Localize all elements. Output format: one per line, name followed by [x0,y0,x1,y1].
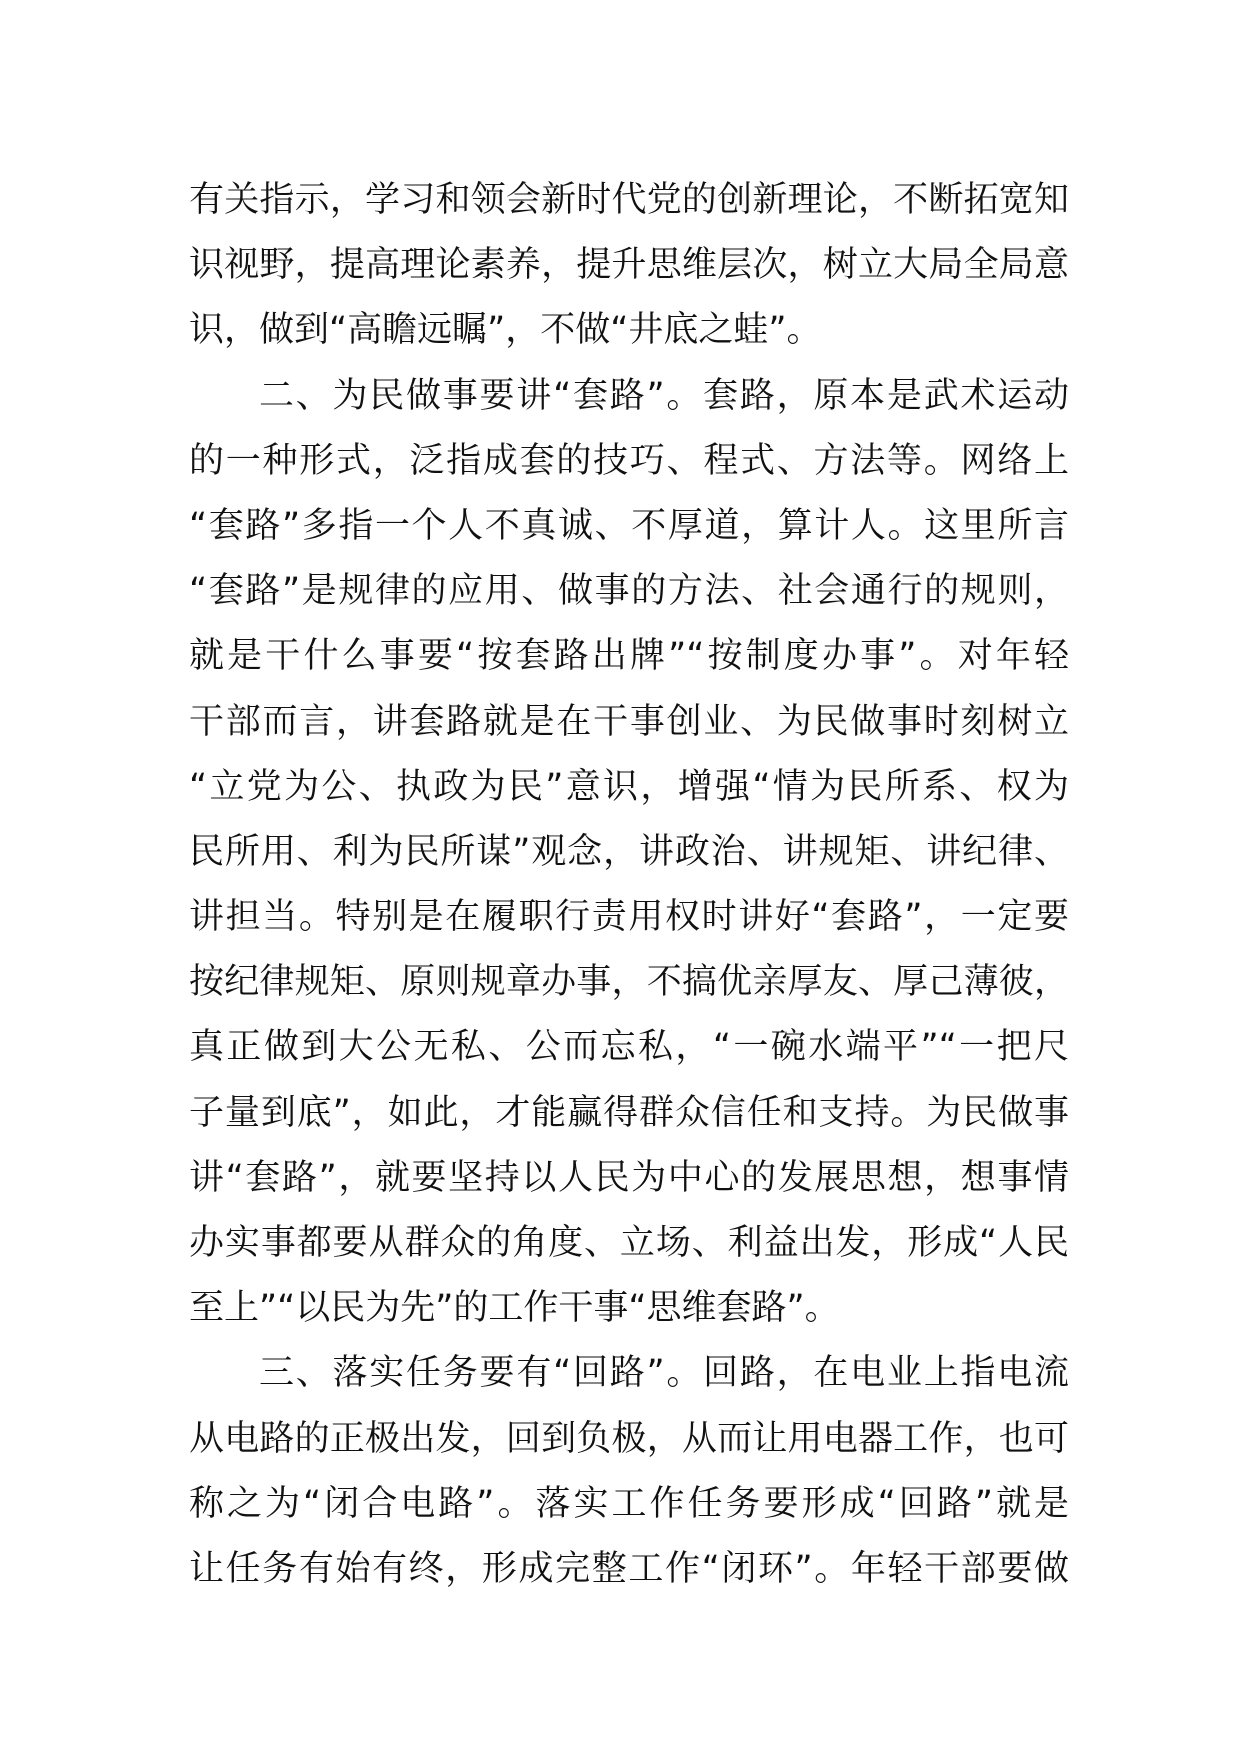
text-line: 真正做到大公无私、公而忘私，“一碗水端平”“一把尺 [189,1027,1069,1068]
text-line: 的一种形式，泛指成套的技巧、程式、方法等。网络上 [189,440,1069,481]
text-line: 办实事都要从群众的角度、立场、利益出发，形成“人民 [189,1223,1069,1263]
text-line: 有关指示，学习和领会新时代党的创新理论，不断拓宽知 [189,180,1069,220]
text-line: 讲担当。特别是在履职行责用权时讲好“套路”，一定要 [189,897,1069,938]
text-line: “套路”多指一个人不真诚、不厚道，算计人。这里所言 [189,505,1069,546]
text-line: 按纪律规矩、原则规章办事，不搞优亲厚友、厚己薄彼， [189,962,1069,1003]
text-line: 识视野，提高理论素养，提升思维层次，树立大局全局意 [189,245,1069,286]
text-line: “立党为公、执政为民”意识，增强“情为民所系、权为 [189,766,1069,807]
text-line: 从电路的正极出发，回到负极，从而让用电器工作，也可 [189,1418,1069,1459]
text-line: 三、落实任务要有“回路”。回路，在电业上指电流 [259,1353,1069,1394]
text-line: 称之为“闭合电路”。落实工作任务要形成“回路”就是 [189,1483,1069,1524]
text-line: 让任务有始有终，形成完整工作“闭环”。年轻干部要做 [189,1548,1069,1589]
text-line: 识，做到“高瞻远瞩”，不做“井底之蛙”。 [189,310,822,351]
text-line: 至上”“以民为先”的工作干事“思维套路”。 [189,1288,840,1329]
text-line: 讲“套路”，就要坚持以人民为中心的发展思想，想事情 [189,1157,1069,1198]
text-line: 二、为民做事要讲“套路”。套路，原本是武术运动 [259,375,1069,416]
body-text [189,168,1069,1602]
text-line: 干部而言，讲套路就是在干事创业、为民做事时刻树立 [189,701,1069,742]
text-line: 子量到底”，如此，才能赢得群众信任和支持。为民做事 [189,1092,1069,1133]
text-line: 民所用、利为民所谋”观念，讲政治、讲规矩、讲纪律、 [189,831,1069,872]
text-line: 就是干什么事要“按套路出牌”“按制度办事”。对年轻 [189,636,1069,677]
text-line: “套路”是规律的应用、做事的方法、社会通行的规则， [189,571,1069,612]
